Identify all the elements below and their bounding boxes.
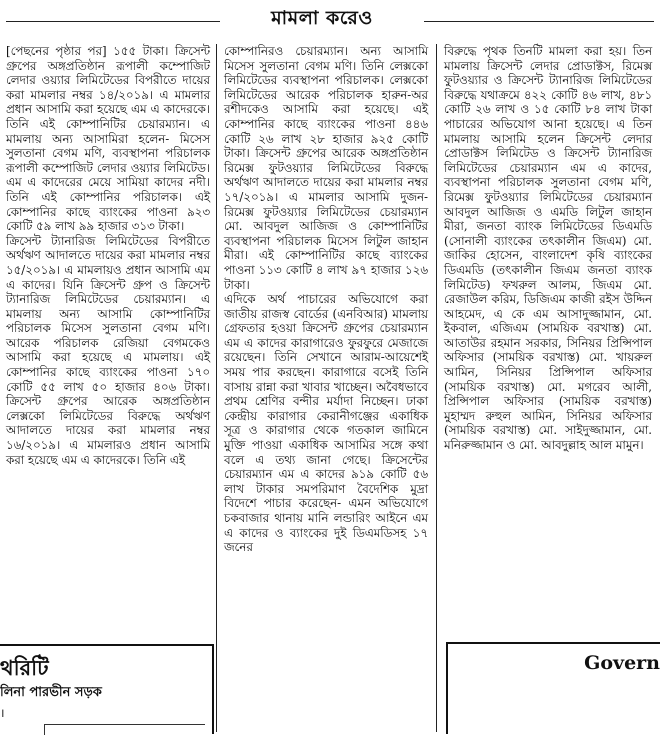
ad-title: থরিটি	[0, 656, 49, 680]
article-column-3	[444, 44, 652, 453]
article-column-2	[224, 44, 428, 555]
paragraph: [পেছনের পৃষ্ঠার পর] ১৫৫ টাকা। ক্রিসেন্ট গ্রুপের অঙ্গপ্রতিষ্ঠান রূপালী কম্পোজিট লেদার ওয়্যার লিমিটেডের বিপরীতে দায়ের করা মামলার নম্বর ১৪/২০১৯। এ মামলার প্রধান আসামি করা হয়েছে এম এ কাদেরকে। তিনি এই কোম্পানিটির চেয়ারম্যান। এ মামলায় অন্য আসামিরা হলেন- মিসেস সুলতানা বেগম মণি, ব্যবস্থাপনা পরিচালক রূপালী কম্পোজিট লেদার ওয়্যার লিমিটেড। এম এ কাদেরের মেয়ে সামিয়া কাদের নদী। তিনি এই কোম্পানির পরিচালক। এই কোম্পানির কাছে ব্যাংকের পাওনা ৯২৩ কোটি ৫৯ লাখ ৯৯ হাজার ৩১৩ টাকা।	[6, 44, 210, 234]
ad-title: Govern	[584, 652, 660, 674]
column-divider	[216, 44, 217, 732]
paragraph: বিরুদ্ধে পৃথক তিনটি মামলা করা হয়। তিন মামলায় ক্রিসেন্ট লেদার প্রোডাক্টস, রিমেক্স ফুটওয়্যার ও ক্রিসেন্ট ট্যানারিজ লিমিটেডের বিরুদ্ধে যথাক্রমে ৪২২ কোটি ৪৬ লাখ, ৪৮১ কোটি ২৬ লাখ ও ১৫ কোটি ৮৪ লাখ টাকা পাচারের অভিযোগ আনা হয়েছে। এ তিন মামলায় আসামি হলেন ক্রিসেন্ট লেদার প্রোডাক্টস লিমিটেড ও ক্রিসেন্ট ট্যানারিজ লিমিটেডের চেয়ারম্যান এম এ কাদের, ব্যবস্থাপনা পরিচালক সুলতানা বেগম মণি, রিমেক্স ফুটওয়্যার লিমিটেডের চেয়ারম্যান আবদুল আজিজ ও এমডি লিটুল জাহান মীরা, জনতা ব্যাংক লিমিটেডের ডিএমডি (সোনালী ব্যাংকের তৎকালীন জিএম) মো. জাকির হোসেন, বাংলাদেশ কৃষি ব্যাংকের ডিএমডি (তৎকালীন জিএম জনতা ব্যাংক লিমিটেড) ফখরুল আলম, জিএম মো. রেজাউল করিম, ডিজিএম কাজী রইস উদ্দিন আহমেদ, এ কে এম আসাদুজ্জামান, মো. ইকবাল, এজিএম (সাময়িক বরখাস্ত) মো. আতাউর রহমান সরকার, সিনিয়র প্রিন্সিপাল অফিসার (সাময়িক বরখাস্ত) মো. খায়রুল আমিন, সিনিয়র প্রিন্সিপাল অফিসার (সাময়িক বরখাস্ত) মো. মগরেব আলী, প্রিন্সিপাল অফিসার (সাময়িক বরখাস্ত) মুহাম্মদ রুহুল আমিন, সিনিয়র অফিসার (সাময়িক বরখাস্ত) মো. সাইদুজ্জামান, মো. মনিরুজ্জামান ও মো. আবদুল্লাহ আল মামুন।	[444, 44, 652, 453]
headline: মামলা করেও	[271, 7, 373, 29]
paragraph: ক্রিসেন্ট ট্যানারিজ লিমিটেডের বিপরীতে অর্থঋণ আদালতে দায়ের করা মামলার নম্বর ১৫/২০১৯। এ মামলায়ও প্রধান আসামি এম এ কাদের। যিনি ক্রিসেন্ট গ্রুপ ও ক্রিসেন্ট ট্যানারিজ লিমিটেডের চেয়ারম্যান। এ মামলায় অন্য আসামি কোম্পানিটির পরিচালক মিসেস সুলতানা বেগম মণি। আরেক পরিচালক রেজিয়া বেগমকেও আসামি করা হয়েছে এ মামলায়। এই কোম্পানির কাছে ব্যাংকের পাওনা ১৭০ কোটি ৫৫ লাখ ৫০ হাজার ৪০৬ টাকা। ক্রিসেন্ট গ্রুপের আরেক অঙ্গপ্রতিষ্ঠান লেক্সকো লিমিটেডের বিরুদ্ধে অর্থঋণ আদালতে দায়ের করা মামলার নম্বর ১৬/২০১৯। এ মামলারও প্রধান আসামি করা হয়েছে এম এ কাদেরকে। তিনি এই	[6, 233, 210, 467]
column-divider	[436, 44, 437, 732]
paragraph: কোম্পানিরও চেয়ারম্যান। অন্য আসামি মিসেস সুলতানা বেগম মণি। তিনি লেক্সকো লিমিটেডের ব্যবস্থাপনা পরিচালক। লেক্সকো লিমিটেডের আরেক পরিচালক হারুন-অর রশীদকেও আসামি করা হয়েছে। এই কোম্পানির কাছে ব্যাংকের পাওনা ৪৪৬ কোটি ২৬ লাখ ২৮ হাজার ৯২৫ কোটি টাকা। ক্রিসেন্ট গ্রুপের আরেক অঙ্গপ্রতিষ্ঠান রিমেক্স ফুটওয়্যার লিমিটেডের বিরুদ্ধে অর্থঋণ আদালতে দায়ের করা মামলার নম্বর ১৭/২০১৯। এ মামলার আসামি দুজন- রিমেক্স ফুটওয়্যার লিমিটেডের চেয়ারম্যান মো. আবদুল আজিজ ও কোম্পানিটির ব্যবস্থাপনা পরিচালক মিসেস লিটুল জাহান মীরা। এই কোম্পানিটির কাছে ব্যাংকের পাওনা ১১৩ কোটি ৪ লাখ ৯৭ হাজার ১২৬ টাকা।	[224, 44, 428, 292]
paragraph: এদিকে অর্থ পাচারের অভিযোগে করা জাতীয় রাজস্ব বোর্ডের (এনবিআর) মামলায় গ্রেফতার হওয়া ক্রিসেন্ট গ্রুপের চেয়ারম্যান এম এ কাদের কারাগারেও ফুরফুরে মেজাজে রয়েছেন। তিনি সেখানে আরাম-আয়েশেই সময় পার করছেন। কারাগারে বসেই তিনি বাসায় রান্না করা খাবার খাচ্ছেন। অবৈধভাবে প্রথম শ্রেণির বন্দীর মর্যাদা নিচ্ছেন। ঢাকা কেন্দ্রীয় কারাগার কেরানীগঞ্জের একাধিক সূত্র ও কারাগার থেকে গতকাল জামিনে মুক্তি পাওয়া একাধিক আসামির সঙ্গে কথা বলে এ তথ্য জানা গেছে। ক্রিসেন্টের চেয়ারম্যান এম এ কাদের ৯১৯ কোটি ৫৬ লাখ টাকার সমপরিমাণ বৈদেশিক মুদ্রা বিদেশে পাচার করেছেন- এমন অভিযোগে চকবাজার থানায় মানি লন্ডারিং আইনে এম এ কাদের ও ব্যাংকের দুই ডিএমডিসহ ১৭ জনের	[224, 292, 428, 555]
ad-inner-box	[44, 724, 205, 735]
ad-text: ।	[0, 706, 5, 720]
article-column-1	[6, 44, 210, 467]
header-rule-left	[6, 21, 220, 22]
ad-subtitle: লিনা পারভীন সড়ক	[0, 685, 102, 700]
advertisement-left	[0, 644, 214, 734]
section-header	[0, 2, 660, 36]
header-rule-right	[424, 21, 654, 22]
advertisement-right	[446, 642, 660, 734]
